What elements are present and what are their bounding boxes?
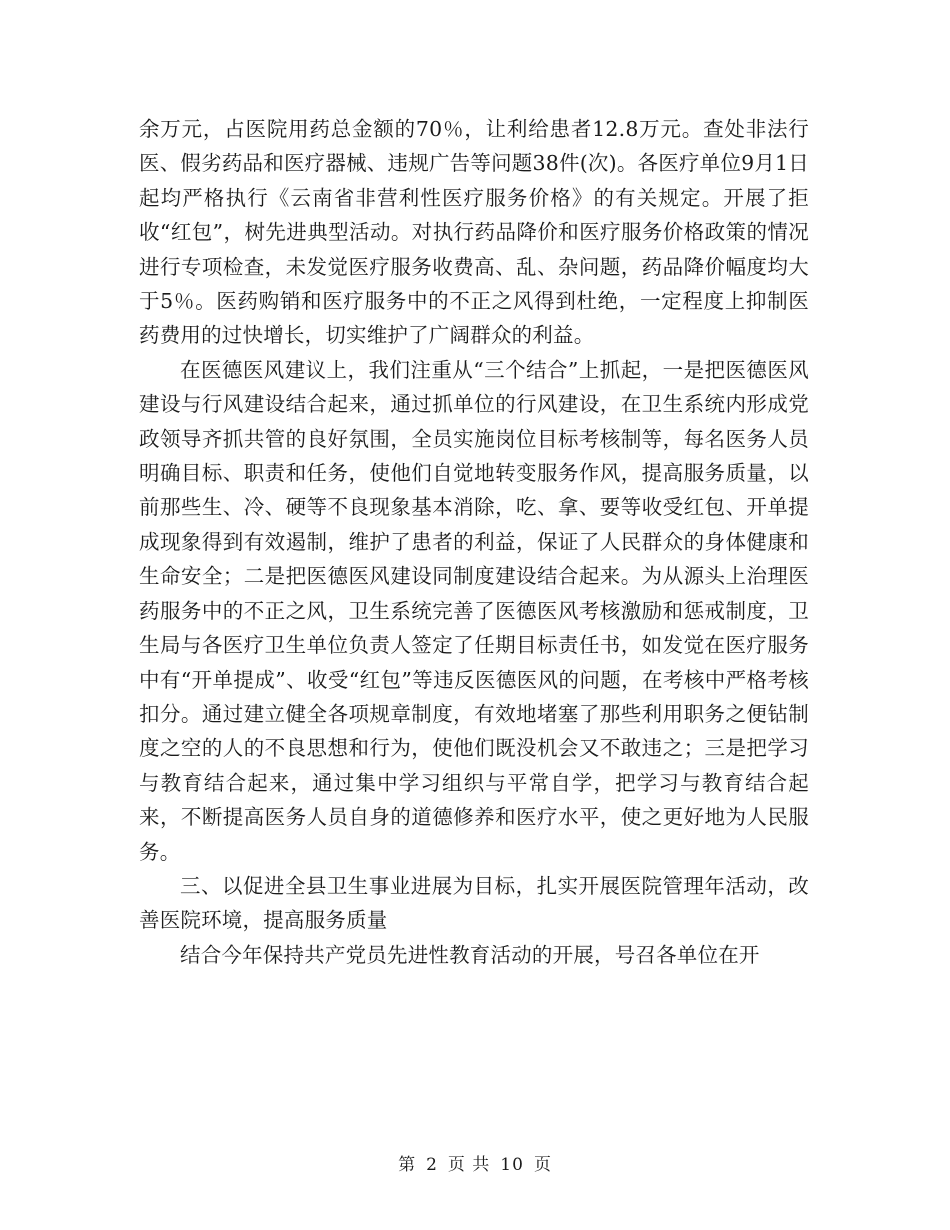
page-footer [0,1153,950,1177]
footer-suffix: 页 [533,1155,552,1175]
paragraph-party-education: 结合今年保持共产党员先进性教育活动的开展，号召各单位在开 [180,942,760,967]
footer-prefix: 第 [398,1155,417,1175]
paragraph-medical-ethics: 在医德医风建议上，我们注重从“三个结合”上抓起，一是把医德医风建设与行风建设结合起来，通过抓单位的行风建设，在卫生系统内形成党政领导齐抓共管的良好氛围，全员实施岗位目标考核制等，每名医务人员明确目标、职责和任务，使他们自觉地转变服务作风，提高服务质量，以前那些生、冷、硬等不良现象基本消除，吃、拿、要等收受红包、开单提成现象得到有效遏制，维护了患者的利益，保证了人民群众的身体健康和生命安全；二是把医德医风建设同制度建设结合起来。为从源头上治理医药服务中的不正之风，卫生系统完善了医德医风考核激励和惩戒制度，卫生局与各医疗卫生单位负责人签定了任期目标责任书，如发觉在医疗服务中有“开单提成”、收受“红包”等违反医德医风的问题，在考核中严格考核扣分。通过建立健全各项规章制度，有效地堵塞了那些利用职务之便钻制度之空的人的不良思想和行为，使他们既没机会又不敢违之；三是把学习与教育结合起来，通过集中学习组织与平常自学，把学习与教育结合起来，不断提高医务人员自身的道德修养和医疗水平，使之更好地为人民服务。 [139,357,809,864]
footer-page-number: 2 [426,1155,438,1175]
document-body [139,112,809,972]
paragraph-continued: 余万元，占医院用药总金额的70％，让利给患者12.8万元。查处非法行医、假劣药品和医疗器械、违规广告等问题38件(次)。各医疗单位9月1日起均严格执行《云南省非营利性医疗服务价格》的有关规定。开展了拒收“红包”，树先进典型活动。对执行药品降价和医疗服务价格政策的情况进行专项检查，未发觉医疗服务收费高、乱、杂问题，药品降价幅度均大于5％。医药购销和医疗服务中的不正之风得到杜绝，一定程度上抑制医药费用的过快增长，切实维护了广阔群众的利益。 [139,117,809,348]
footer-total-pages: 10 [500,1155,524,1175]
section-heading-three: 三、以促进全县卫生事业进展为目标，扎实开展医院管理年活动，改善医院环境，提高服务质量 [139,873,809,933]
footer-middle: 页 共 [447,1155,491,1175]
